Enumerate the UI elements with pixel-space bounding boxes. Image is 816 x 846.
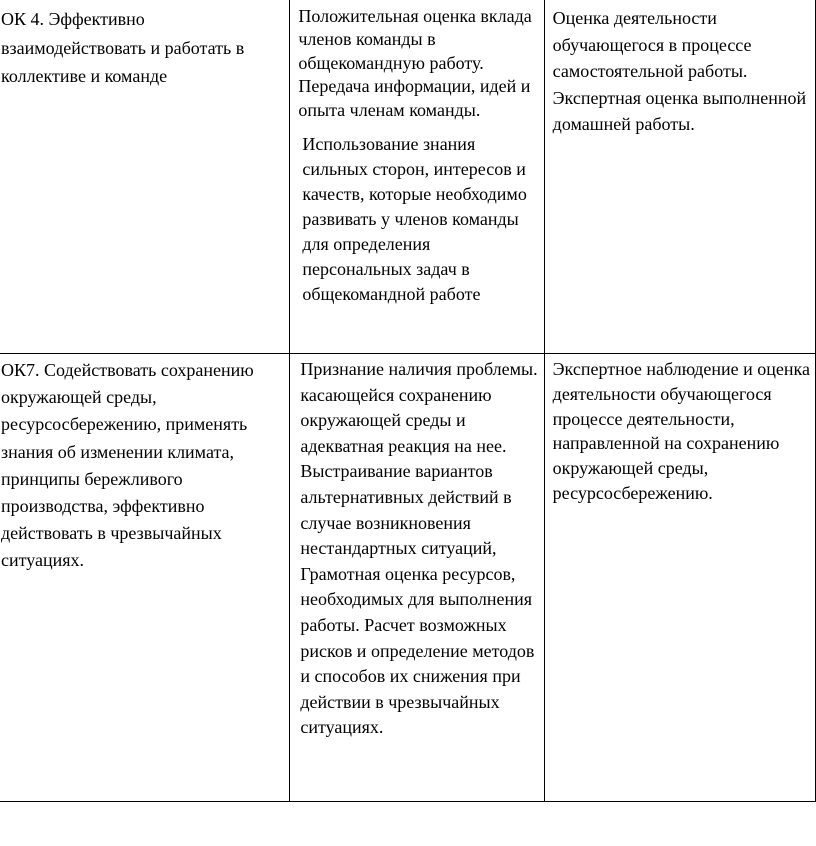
assessment-cell <box>544 354 815 802</box>
competence-text: ОК 4. Эффективно взаимодействовать и работать в коллективе и команде <box>1 9 245 86</box>
table-row <box>0 0 816 354</box>
assessment-cell <box>544 0 815 354</box>
competence-text: ОК7. Содействовать сохранению окружающей среды, ресурсосбережению, применять знания об изменении климата, принципы бережливого производства, эффективно действовать в чрезвычайных ситуациях. <box>1 360 254 571</box>
result-text: Признание наличия проблемы. касающейся сохранению окружающей среды и адекватная реакция на нее. Выстраивание вариантов альтернативных действий в случае возникновения нестандартных ситуаций, Грамотная оценка ресурсов, необходимых для выполнения работы. Расчет возможных рисков и определение методов и способов их снижения при действии в чрезвычайных ситуациях. <box>300 359 538 738</box>
result-text: Использование знания сильных сторон, интересов и качеств, которые необходимо развивать у членов команды для определения персональных задач в общекомандной работе <box>302 134 527 305</box>
assessment-text: Оценка деятельности обучающегося в процессе самостоятельной работы. Экспертная оценка выполненной домашней работы. <box>552 8 807 134</box>
results-cell <box>290 0 544 354</box>
competence-cell <box>0 354 290 802</box>
assessment-text: Экспертное наблюдение и оценка деятельности обучающегося процессе деятельности, направленной на сохранению окружающей среды, ресурсосбережению. <box>552 359 811 503</box>
results-cell <box>290 354 544 802</box>
result-text: Положительная оценка вклада членов команды в общекомандную работу. Передача информации, идей и опыта членам команды. <box>298 6 532 120</box>
competence-cell <box>0 0 290 354</box>
table-row <box>0 354 816 802</box>
